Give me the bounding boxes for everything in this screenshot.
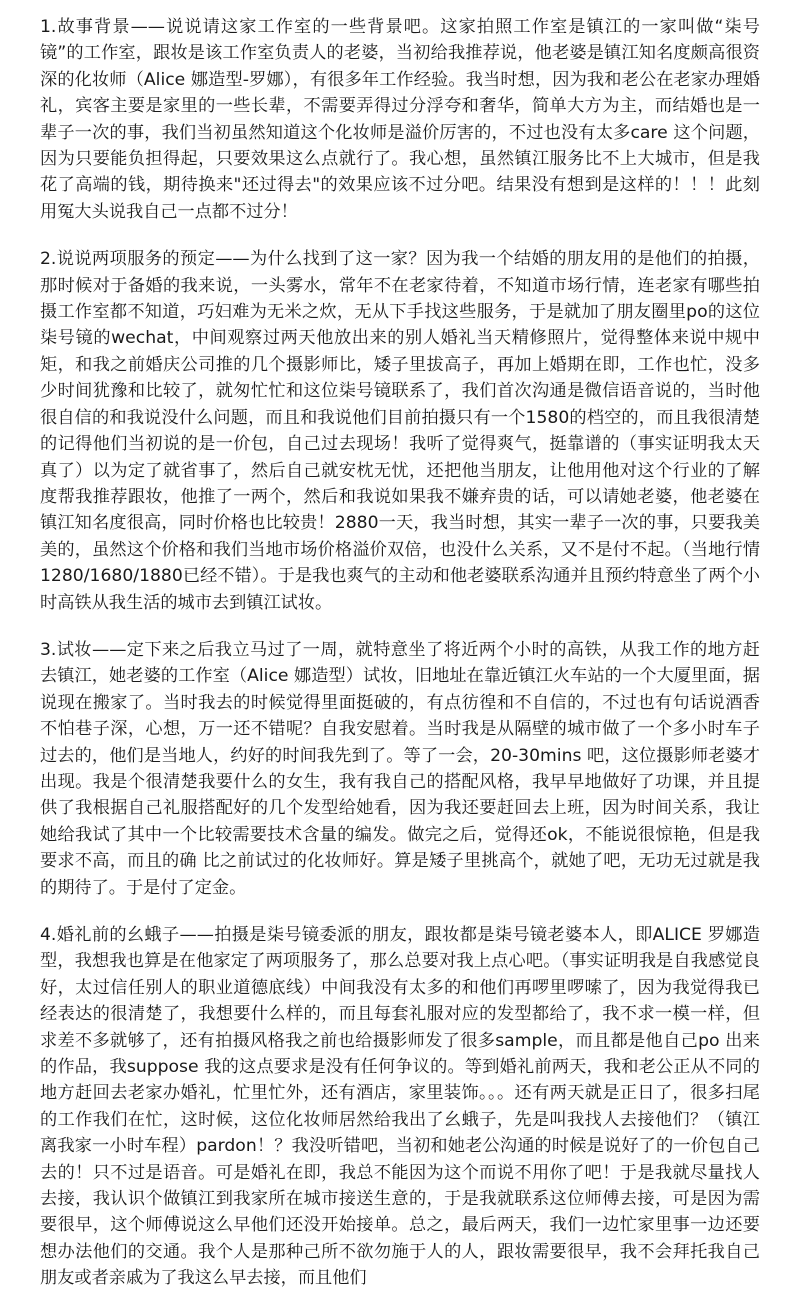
paragraph-booking: 2.说说两项服务的预定——为什么找到了这一家？因为我一个结婚的朋友用的是他们的拍摄，那时候对于备婚的我来说，一头雾水，常年不在老家待着，不知道市场行情，连老家有哪些拍摄工作室都不知道，巧妇难为无米之炊，无从下手找这些服务，于是就加了朋友圈里po的这位柒号镜的wechat，中间观察过两天他放出来的别人婚礼当天精修照片，觉得整体来说中规中矩，和我之前婚庆公司推的几个摄影师比，矮子里拔高子，再加上婚期在即，工作也忙，没多少时间犹豫和比较了，就匆忙忙和这位柒号镜联系了，我们首次沟通是微信语音说的，当时他很自信的和我说没什么问题，而且和我说他们目前拍摄只有一个1580的档空的，而且我很清楚的记得他们当初说的是一价包，自己过去现场！我听了觉得爽气，挺靠谱的（事实证明我太天真了）以为定了就省事了，然后自己就安枕无忧，还把他当朋友，让他用他对这个行业的了解度帮我推荐跟妆，他推了一两个，然后和我说如果我不嫌弃贵的话，可以请她老婆，他老婆在镇江知名度很高，同时价格也比较贵！2880一天，我当时想，其实一辈子一次的事，只要我美美的，虽然这个价格和我们当地市场价格溢价双倍，也没什么关系，又不是付不起。（当地行情1280/1680/1880已经不错）。于是我也爽气的主动和他老婆联系沟通并且预约特意坐了两个小时高铁从我生活的城市去到镇江试妆。: [40, 249, 760, 613]
paragraph-background: 1.故事背景——说说请这家工作室的一些背景吧。这家拍照工作室是镇江的一家叫做“柒号镜”的工作室，跟妆是该工作室负责人的老婆，当初给我推荐说，他老婆是镇江知名度颇高很资深的化妆师（Alice 娜造型-罗娜），有很多年工作经验。我当时想，因为我和老公在老家办理婚礼，宾客主要是家里的一些长辈，不需要弄得过分浮夸和奢华，简单大方为主，而结婚也是一辈子一次的事，我们当初虽然知道这个化妆师是溢价厉害的，不过也没有太多care 这个问题，因为只要能负担得起，只要效果这么点就行了。我心想，虽然镇江服务比不上大城市，但是我花了高端的钱，期待换来"还过得去"的效果应该不过分吧。结果没有想到是这样的！！！此刻用冤大头说我自己一点都不过分！: [40, 17, 760, 222]
paragraph-trial-makeup: 3.试妆——定下来之后我立马过了一周，就特意坐了将近两个小时的高铁，从我工作的地方赶去镇江，她老婆的工作室（Alice 娜造型）试妆，旧地址在靠近镇江火车站的一个大厦里面，据说现在搬家了。当时我去的时候觉得里面挺破的，有点彷徨和不自信的，不过也有句话说酒香不怕巷子深，心想，万一还不错呢？自我安慰着。当时我是从隔壁的城市做了一个多小时车子过去的，他们是当地人，约好的时间我先到了。等了一会，20-30mins 吧，这位摄影师老婆才出现。我是个很清楚我要什么的女生，我有我自己的搭配风格，我早早地做好了功课，并且提供了我根据自己礼服搭配好的几个发型给她看，因为我还要赶回去上班，因为时间关系，我让她给我试了其中一个比较需要技术含量的编发。做完之后，觉得还ok，不能说很惊艳，但是我要求不高，而且的确 比之前试过的化妆师好。算是矮子里挑高个，就她了吧，无功无过就是我的期待了。于是付了定金。: [40, 639, 760, 898]
paragraph-pre-wedding-trouble: 4.婚礼前的幺蛾子——拍摄是柒号镜委派的朋友，跟妆都是柒号镜老婆本人，即ALICE 罗娜造型，我想我也算是在他家定了两项服务了，那么总要对我上点心吧。（事实证明我是自我感觉良好，太过信任别人的职业道德底线）中间我没有太多的和他们再啰里啰嗦了，因为我觉得我已经表达的很清楚了，我想要什么样的，而且每套礼服对应的发型都给了，我不求一模一样，但求差不多就够了，还有拍摄风格我之前也给摄影师发了很多sample，而且都是他自己po 出来的作品，我suppose 我的这点要求是没有任何争议的。等到婚礼前两天，我和老公正从不同的地方赶回去老家办婚礼，忙里忙外，还有酒店，家里装饰。。。还有两天就是正日了，很多扫尾的工作我们在忙，这时候，这位化妆师居然给我出了幺蛾子，先是叫我找人去接他们？（镇江离我家一小时车程）pardon！？我没听错吧，当初和她老公沟通的时候是说好了的一价包自己去的！只不过是语音。可是婚礼在即，我总不能因为这个而说不用你了吧！于是我就尽量找人去接，我认识个做镇江到我家所在城市接送生意的，于是我就联系这位师傅去接，可是因为需要很早，这个师傅说这么早他们还没开始接单。总之，最后两天，我们一边忙家里事一边还要想办法他们的交通。我个人是那种己所不欲勿施于人的人，跟妆需要很早，我不会拜托我自己朋友或者亲戚为了我这么早去接，而且他们: [40, 925, 760, 1289]
